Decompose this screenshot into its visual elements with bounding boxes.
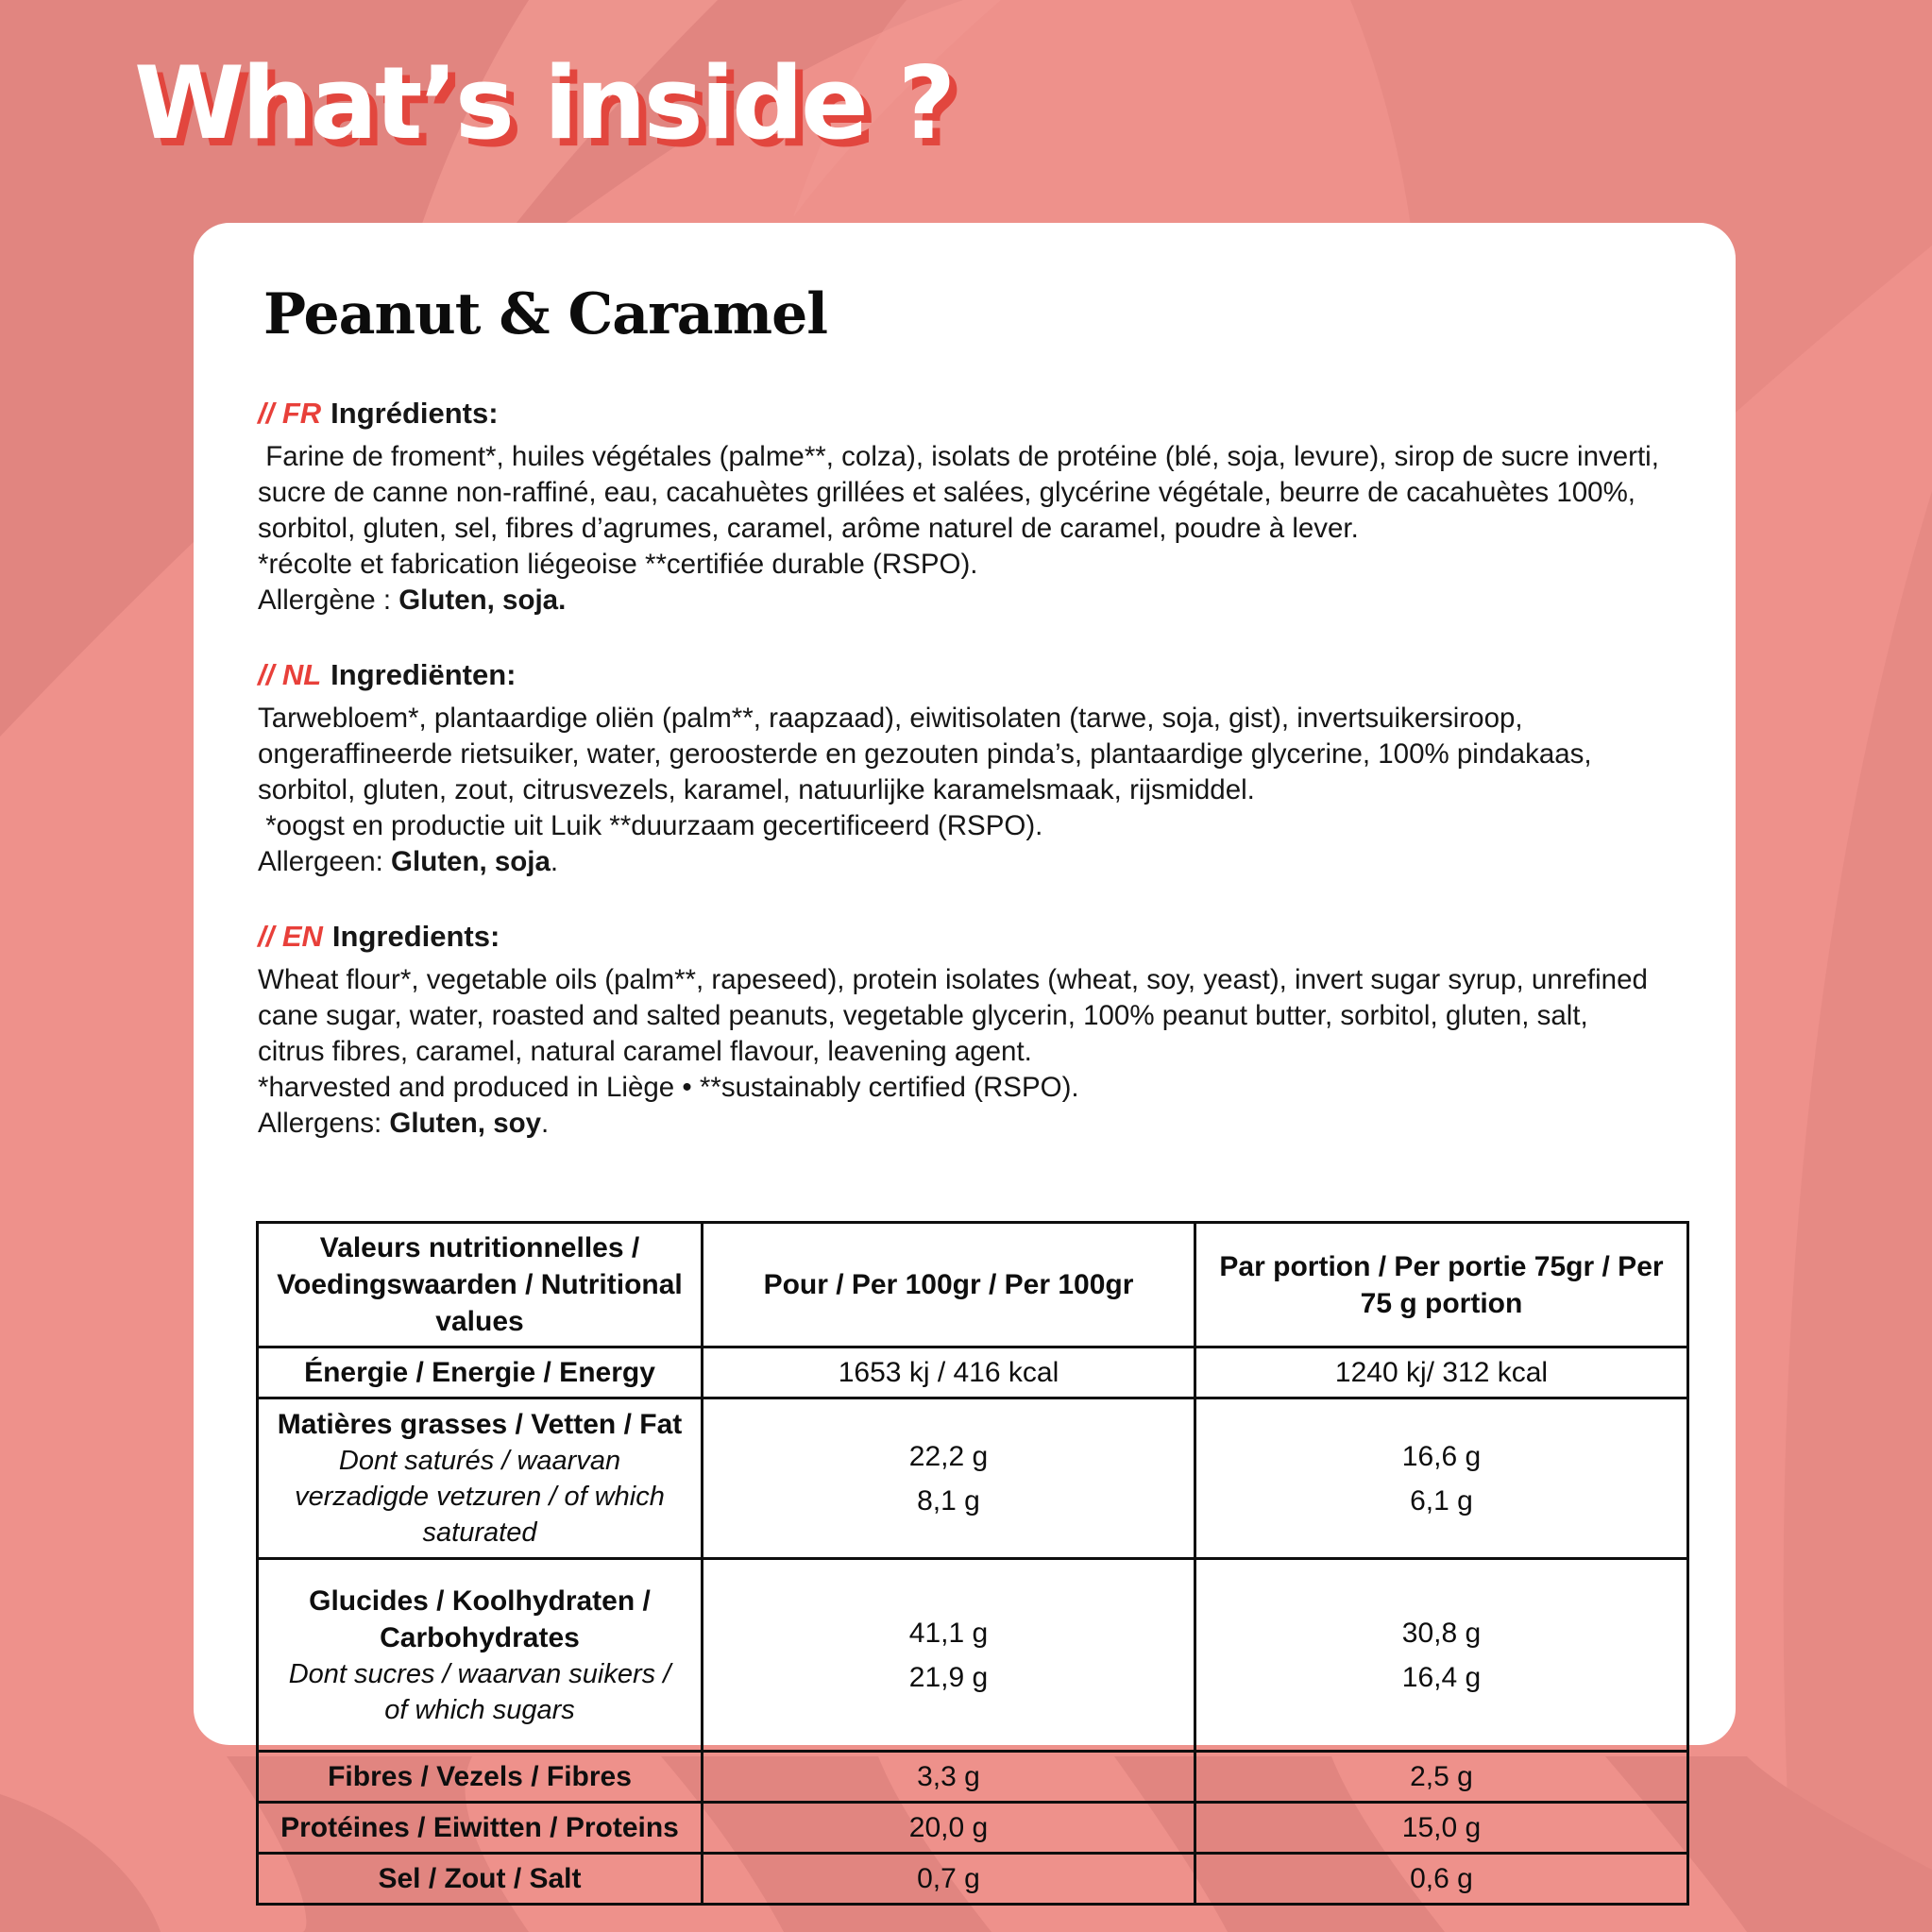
fibres-per-100g: 3,3 g [703,1752,1195,1803]
allergen-line-fr [258,583,1662,619]
salt-per-portion: 0,6 g [1195,1854,1688,1905]
nutrition-table [256,1221,1689,1906]
ingredients-text-fr: Farine de froment*, huiles végétales (palme**, colza), isolats de protéine (blé, soja, levure), sirop de sucre inverti, sucre de canne non-raffiné, eau, cacahuètes grillées et salées, glycérine végétale, beurre de cacahuètes 100%, sorbitol, gluten, sel, fibres d’agrumes, caramel, arôme naturel de caramel, poudre à lever. [258,441,1668,544]
table-row-fibres [258,1752,1688,1803]
section-heading-nl [258,656,1662,694]
fat-label: Matières grasses / Vetten / Fat [277,1409,683,1440]
section-label-nl: Ingrediënten: [330,658,517,691]
ingredients-section-en [258,918,1662,1142]
proteins-label: Protéines / Eiwitten / Proteins [258,1803,703,1854]
fibres-label: Fibres / Vezels / Fibres [258,1752,703,1803]
carbs-label-cell [258,1559,703,1752]
product-name: Peanut & Caramel [263,281,828,347]
allergen-line-nl [258,844,1662,880]
sugars-per-portion: 16,4 g [1401,1661,1482,1693]
saturated-per-100g: 8,1 g [917,1484,980,1517]
proteins-per-100g: 20,0 g [703,1803,1195,1854]
lang-tag-fr: // FR [258,397,322,430]
header-per-portion: Par portion / Per portie 75gr / Per 75 g portion [1195,1223,1688,1347]
carbs-per-100g-cell [703,1559,1195,1752]
table-row-energy [258,1347,1688,1398]
header-nutritional-values: Valeurs nutritionnelles / Voedingswaarden / Nutritional values [258,1223,703,1347]
table-row-salt [258,1854,1688,1905]
carbs-sublabel: Dont sucres / waarvan suikers / of which sugars [288,1658,671,1725]
allergen-suffix-nl: . [550,846,559,877]
fat-per-portion-cell [1195,1398,1688,1559]
allergen-bold-nl: Gluten, soja [391,846,551,877]
allergen-prefix-en: Allergens: [258,1108,390,1139]
allergen-suffix-en: . [541,1108,550,1139]
table-row-carbohydrates [258,1559,1688,1752]
section-heading-fr [258,395,1662,432]
salt-label: Sel / Zout / Salt [258,1854,703,1905]
ingredients-text-en: Wheat flour*, vegetable oils (palm**, rapeseed), protein isolates (wheat, soy, yeast), invert sugar syrup, unrefined cane sugar, water, roasted and salted peanuts, vegetable glycerin, 100% peanut butter, sorbitol, gluten, salt, citrus fibres, caramel, natural caramel flavour, leavening agent. [258,964,1656,1067]
fat-per-100g: 22,2 g [908,1440,989,1472]
sugars-per-100g: 21,9 g [908,1661,989,1693]
carbs-per-portion-cell [1195,1559,1688,1752]
carbs-per-portion: 30,8 g [1401,1617,1482,1649]
salt-per-100g: 0,7 g [703,1854,1195,1905]
section-label-en: Ingredients: [331,920,500,953]
table-row-fat [258,1398,1688,1559]
footnote-nl: *oogst en productie uit Luik **duurzaam gecertificeerd (RSPO). [258,810,1043,841]
page-title: What’s inside ? [134,45,954,161]
footnote-en: *harvested and produced in Liège • **sustainably certified (RSPO). [258,1072,1079,1103]
ingredients-section-nl [258,656,1662,880]
table-header-row [258,1223,1688,1347]
section-label-fr: Ingrédients: [330,397,499,430]
energy-label: Énergie / Energie / Energy [258,1347,703,1398]
allergen-bold-fr: Gluten, soja. [398,585,567,616]
allergen-prefix-nl: Allergeen: [258,846,392,877]
ingredients-section-fr [258,395,1668,619]
footnote-fr: *récolte et fabrication liégeoise **certifiée durable (RSPO). [258,549,978,580]
allergen-line-en [258,1106,1662,1142]
carbs-per-100g: 41,1 g [908,1617,989,1649]
table-row-proteins [258,1803,1688,1854]
energy-per-portion: 1240 kj/ 312 kcal [1195,1347,1688,1398]
fat-per-portion: 16,6 g [1401,1440,1482,1472]
fibres-per-portion: 2,5 g [1195,1752,1688,1803]
proteins-per-portion: 15,0 g [1195,1803,1688,1854]
ingredients-text-nl: Tarwebloem*, plantaardige oliën (palm**, raapzaad), eiwitisolaten (tarwe, soja, gist), invertsuikersiroop, ongeraffineerde rietsuiker, water, geroosterde en gezouten pinda’s, plantaardige glycerine, 100% pindakaas, sorbitol, gluten, zout, citrusvezels, karamel, natuurlijke karamelsmaak, rijsmiddel. [258,703,1600,805]
allergen-bold-en: Gluten, soy [389,1108,542,1139]
fat-sublabel: Dont saturés / waarvan verzadigde vetzuren / of which saturated [295,1446,665,1548]
energy-per-100g: 1653 kj / 416 kcal [703,1347,1195,1398]
product-info-card [194,223,1736,1894]
saturated-per-portion: 6,1 g [1410,1484,1473,1517]
carbs-label: Glucides / Koolhydraten / Carbohydrates [309,1585,651,1653]
fat-label-cell [258,1398,703,1559]
allergen-prefix-fr: Allergène : [258,585,399,616]
header-per-100g: Pour / Per 100gr / Per 100gr [703,1223,1195,1347]
fat-per-100g-cell [703,1398,1195,1559]
lang-tag-nl: // NL [258,658,322,691]
lang-tag-en: // EN [258,920,323,953]
section-heading-en [258,918,1662,956]
